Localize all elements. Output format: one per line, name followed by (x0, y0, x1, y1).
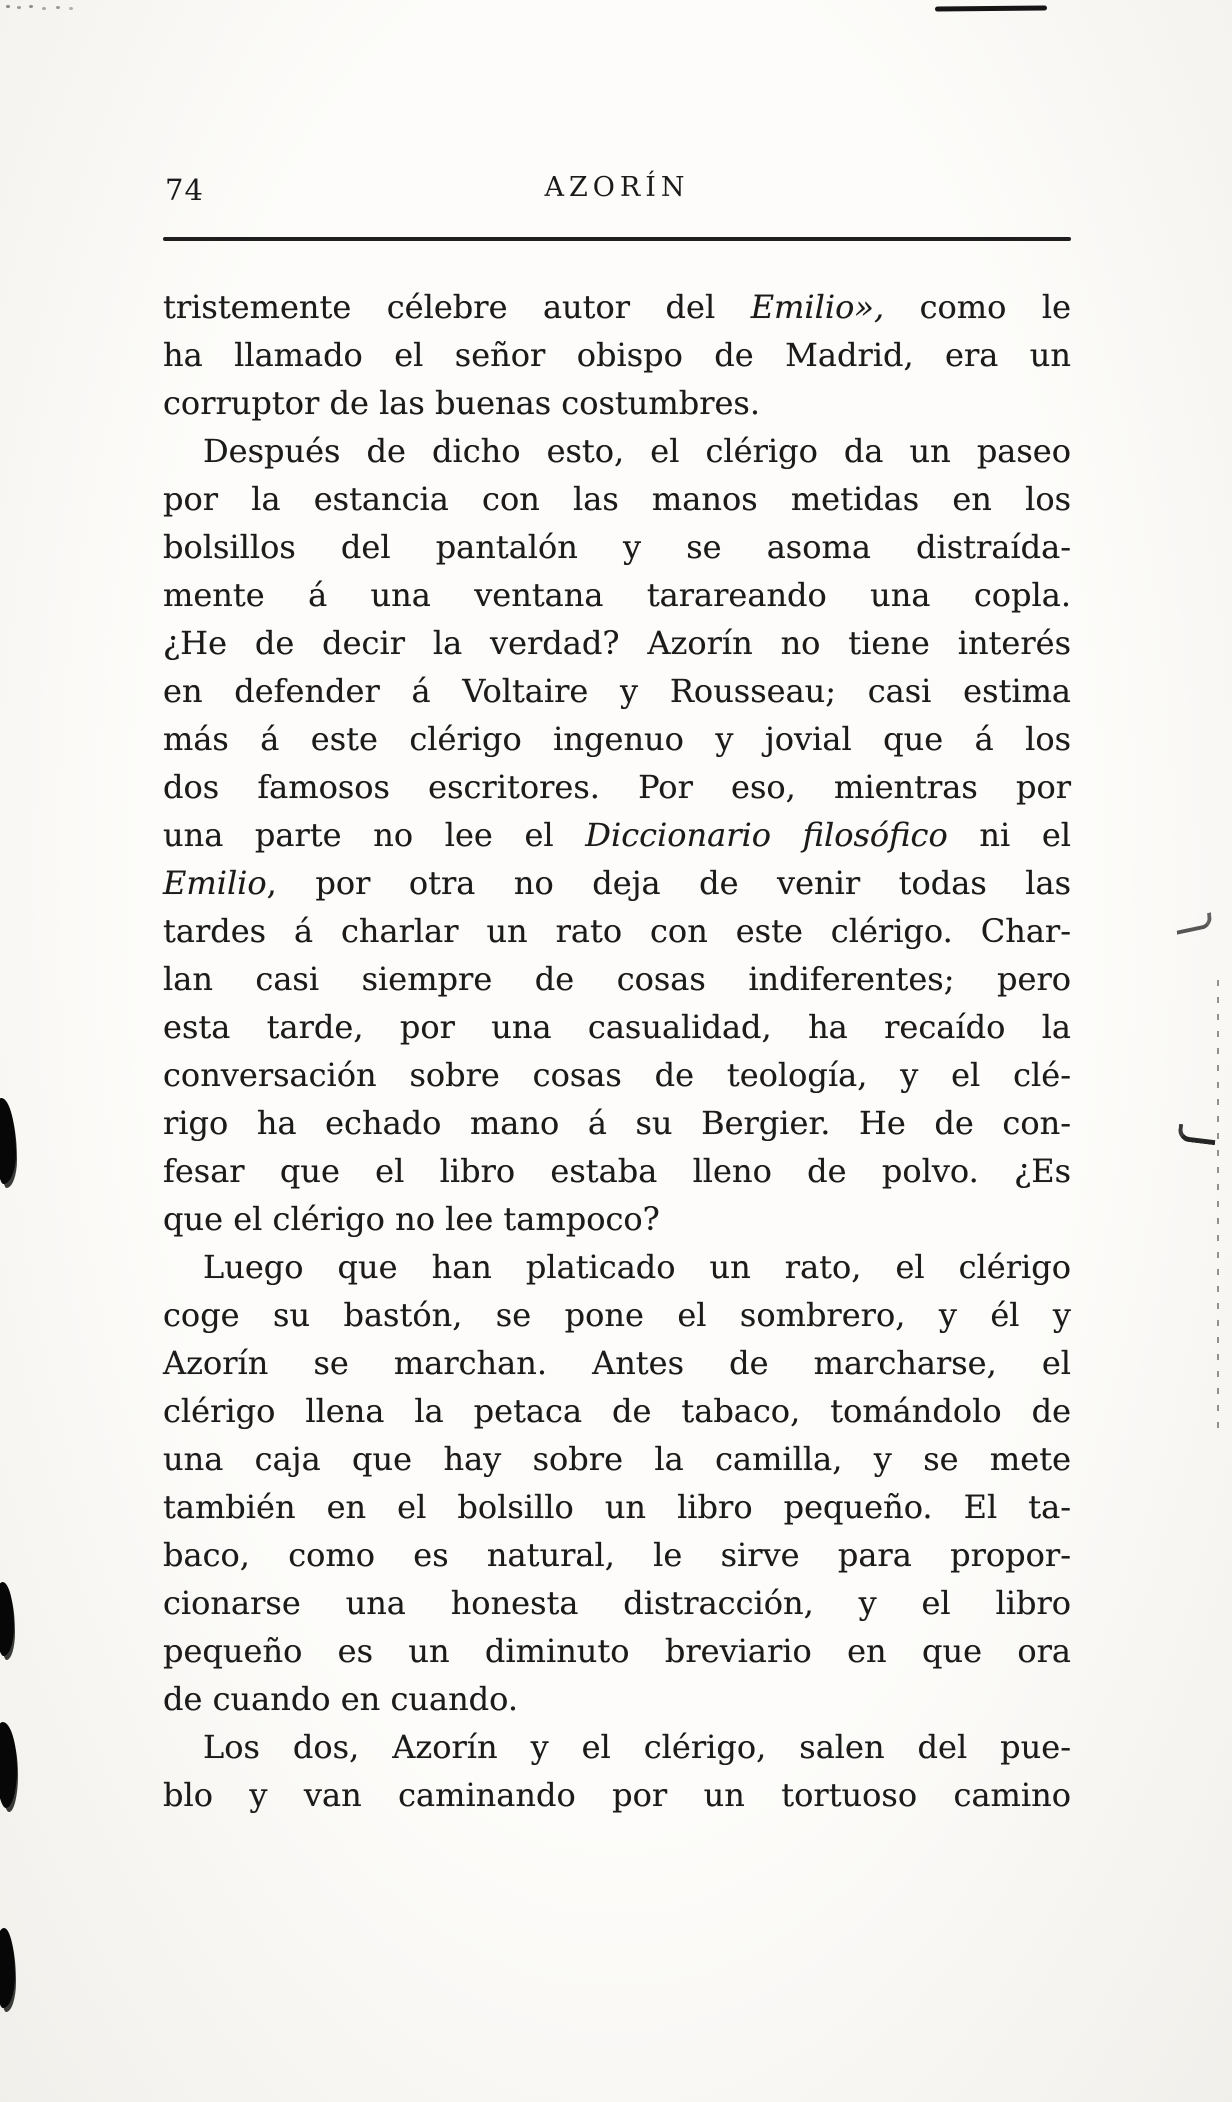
text-line (163, 955, 1071, 1003)
text-run: rigo ha echado mano á su Bergier. He de con- (163, 1104, 1071, 1142)
ink-smudge-left-1 (0, 1098, 16, 1184)
text-line (163, 667, 1071, 715)
text-run: tardes á charlar un rato con este clérigo. Char- (163, 912, 1071, 950)
text-line (163, 1531, 1071, 1579)
text-line (163, 1435, 1071, 1483)
text-run: dos famosos escritores. Por eso, mientras por (163, 768, 1071, 806)
header-rule (163, 237, 1071, 241)
text-line (163, 715, 1071, 763)
text-run: mente á una ventana tarareando una copla. (163, 576, 1071, 614)
text-run: baco, como es natural, le sirve para propor- (163, 1536, 1071, 1574)
scan-specks-top-left (6, 5, 10, 8)
text-line (163, 1483, 1071, 1531)
text-line (163, 331, 1071, 379)
text-line (163, 1243, 1071, 1291)
page-body (163, 283, 1071, 1819)
text-line (163, 1099, 1071, 1147)
text-run: esta tarde, por una casualidad, ha recaído la (163, 1008, 1071, 1046)
text-run: conversación sobre cosas de teología, y el clé- (163, 1056, 1071, 1094)
text-run: lan casi siempre de cosas indiferentes; pero (163, 960, 1071, 998)
text-line (163, 1003, 1071, 1051)
italic-text-run: Emilio», (750, 288, 885, 326)
text-line (163, 1147, 1071, 1195)
text-run: en defender á Voltaire y Rousseau; casi estima (163, 672, 1071, 710)
text-line (163, 907, 1071, 955)
text-run: Después de dicho esto, el clérigo da un paseo (203, 432, 1071, 470)
text-line (163, 1339, 1071, 1387)
text-line (163, 811, 1071, 859)
text-run: coge su bastón, se pone el sombrero, y él y (163, 1296, 1071, 1334)
text-line (163, 859, 1071, 907)
text-line (163, 379, 1071, 427)
text-line (163, 475, 1071, 523)
ink-smudge-left-3 (0, 1722, 17, 1808)
paragraph (163, 1243, 1071, 1723)
text-line (163, 523, 1071, 571)
text-line (163, 1723, 1071, 1771)
text-run: ni el (947, 816, 1072, 854)
text-line (163, 619, 1071, 667)
text-run: de cuando en cuando. (163, 1680, 519, 1718)
text-run: cionarse una honesta distracción, y el libro (163, 1584, 1071, 1622)
text-run: por la estancia con las manos metidas en los (163, 480, 1071, 518)
text-run: como le (884, 288, 1072, 326)
text-line (163, 763, 1071, 811)
text-run: bolsillos del pantalón y se asoma distraída- (163, 528, 1071, 566)
text-line (163, 283, 1071, 331)
text-run: clérigo llena la petaca de tabaco, tomándolo de (163, 1392, 1071, 1430)
text-run: , por otra no deja de venir todas las (266, 864, 1071, 902)
page-header (163, 172, 1071, 207)
pen-mark-right-2 (1177, 1124, 1217, 1146)
text-run: una caja que hay sobre la camilla, y se mete (163, 1440, 1071, 1478)
paragraph (163, 427, 1071, 1243)
text-run: pequeño es un diminuto breviario en que ora (163, 1632, 1071, 1670)
text-line (163, 1387, 1071, 1435)
text-run: una parte no lee el (163, 816, 586, 854)
text-line (163, 1195, 1071, 1243)
text-run: blo y van caminando por un tortuoso camino (163, 1776, 1071, 1814)
text-run: ha llamado el señor obispo de Madrid, era un (163, 336, 1071, 374)
dotted-margin-line (1217, 980, 1219, 1430)
text-line (163, 1291, 1071, 1339)
text-line (163, 1051, 1071, 1099)
text-run: más á este clérigo ingenuo y jovial que á los (163, 720, 1071, 758)
scan-mark-top-right (935, 5, 1047, 11)
text-run: Luego que han platicado un rato, el clérigo (203, 1248, 1071, 1286)
pen-mark-right-1 (1176, 912, 1212, 935)
text-run: Los dos, Azorín y el clérigo, salen del pue- (203, 1728, 1071, 1766)
text-run: que el clérigo no lee tampoco? (163, 1200, 660, 1238)
italic-text-run: Diccionario filosófico (585, 816, 948, 854)
italic-text-run: Emilio (163, 864, 267, 902)
text-run: Azorín se marchan. Antes de marcharse, el (163, 1344, 1071, 1382)
text-line (163, 571, 1071, 619)
text-run: también en el bolsillo un libro pequeño. El ta- (163, 1488, 1071, 1526)
text-run: fesar que el libro estaba lleno de polvo. ¿Es (163, 1152, 1071, 1190)
text-run: tristemente célebre autor del (163, 288, 751, 326)
running-title: AZORÍN (544, 172, 690, 203)
text-line (163, 1771, 1071, 1819)
paragraph (163, 283, 1071, 427)
ink-smudge-left-2 (0, 1582, 14, 1656)
text-line (163, 427, 1071, 475)
paragraph (163, 1723, 1071, 1819)
page-number: 74 (165, 173, 204, 207)
text-run: corruptor de las buenas costumbres. (163, 384, 761, 422)
text-line (163, 1675, 1071, 1723)
text-run: ¿He de decir la verdad? Azorín no tiene interés (163, 624, 1071, 662)
text-line (163, 1579, 1071, 1627)
text-line (163, 1627, 1071, 1675)
ink-smudge-left-4 (0, 1928, 15, 2008)
